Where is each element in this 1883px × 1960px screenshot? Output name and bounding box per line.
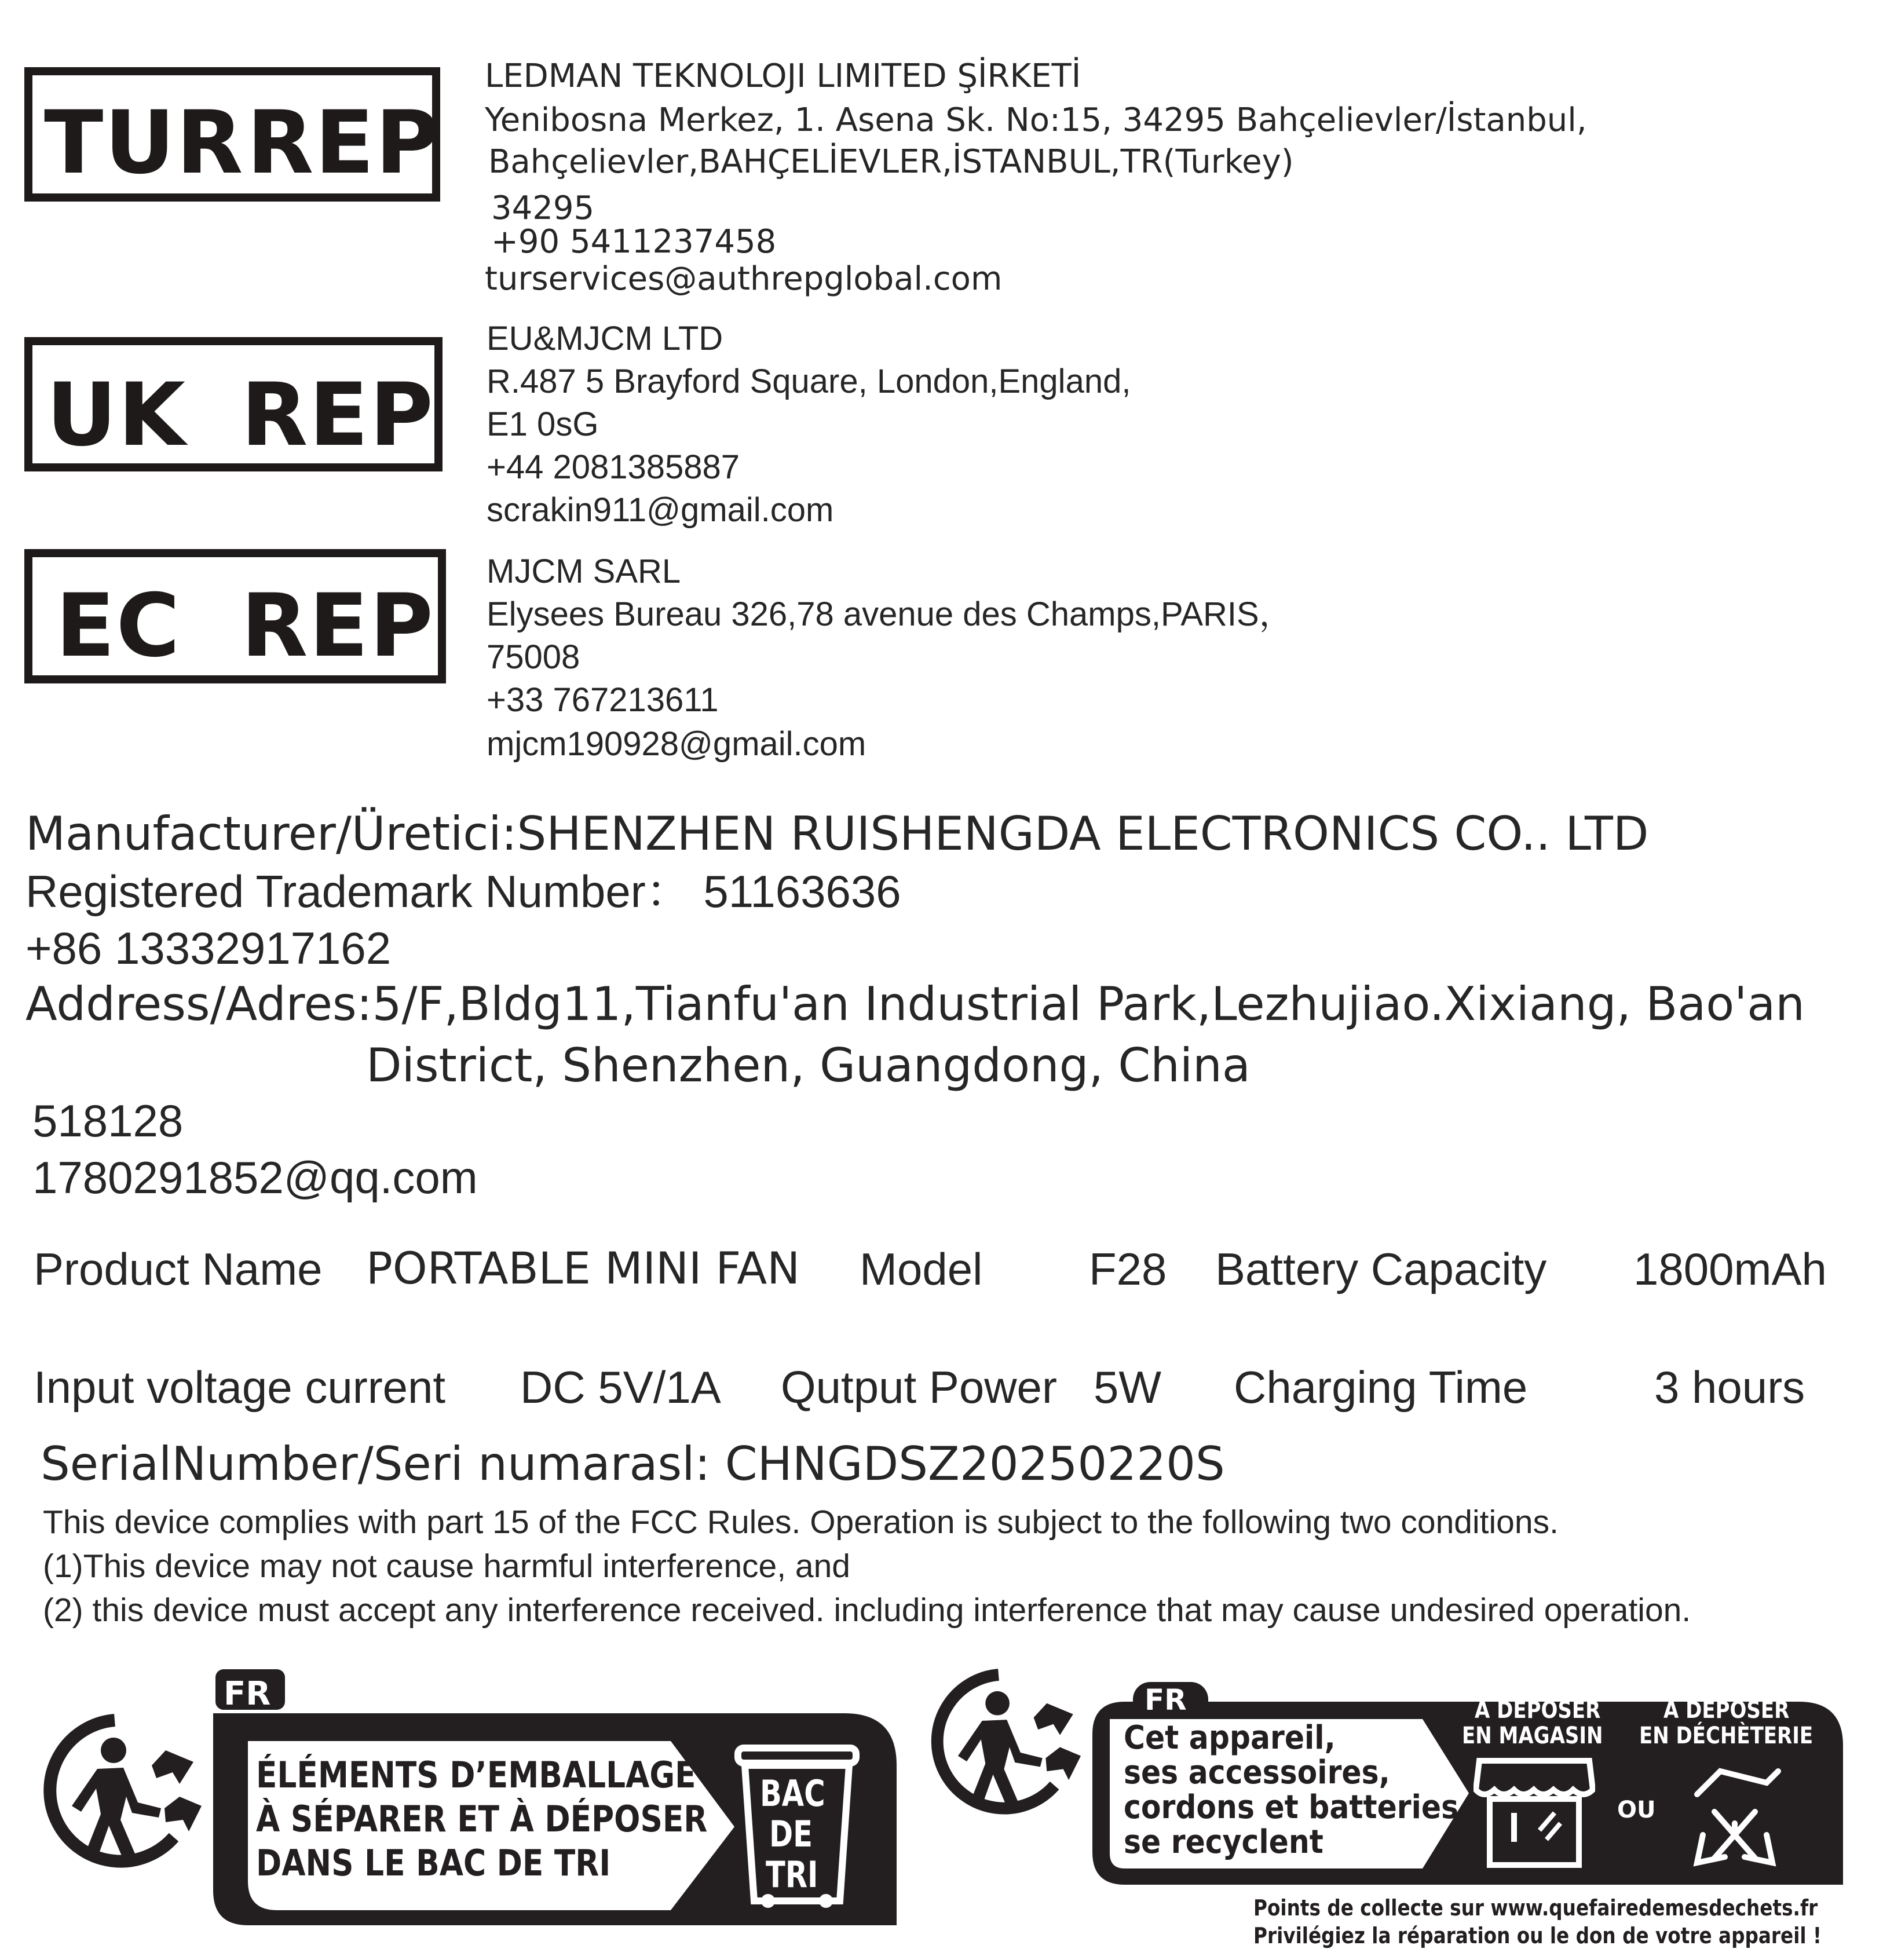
tur-rep-postcode: 34295 xyxy=(491,189,595,227)
ec-rep-label-b: REP xyxy=(241,576,434,677)
ec-rep-company: MJCM SARL xyxy=(487,553,681,590)
tur-rep-label-b: REP xyxy=(247,93,440,193)
uk-rep-email: scrakin911@gmail.com xyxy=(487,491,834,529)
ec-rep-badge xyxy=(24,549,446,683)
electrical-line-4: se recyclent xyxy=(1124,1823,1323,1861)
fcc-line-1: This device complies with part 15 of the FCC Rules. Operation is subject to the following two conditions. xyxy=(43,1504,1559,1541)
tur-rep-address-2: Bahçelievler,BAHÇELİEVLER,İSTANBUL,TR(Turkey) xyxy=(488,143,1294,181)
electrical-line-1: Cet appareil, xyxy=(1124,1719,1336,1757)
ec-rep-phone: +33 767213611 xyxy=(487,681,719,719)
uk-rep-postcode: E1 0sG xyxy=(487,405,599,443)
manufacturer-address-1: Address/Adres:5/F,Bldg11,Tianfu'an Industrial Park,Lezhujiao.Xixiang, Bao'an xyxy=(25,977,1805,1031)
bin-label-2: DE xyxy=(769,1813,813,1855)
or-label: OU xyxy=(1617,1797,1656,1823)
manufacturer-address-2: District, Shenzhen, Guangdong, China xyxy=(366,1038,1251,1092)
dump-head-1: À DÉPOSER xyxy=(1663,1697,1790,1724)
store-icon xyxy=(1474,1755,1595,1868)
ec-rep-postcode: 75008 xyxy=(487,638,580,676)
model-label: Model xyxy=(860,1244,983,1295)
model-value: F28 xyxy=(1089,1244,1167,1295)
tur-rep-label-a: TUR xyxy=(44,93,244,193)
store-head-1: À DÉPOSER xyxy=(1475,1697,1601,1724)
output-label: Qutput Power xyxy=(781,1362,1057,1413)
store-head-2: EN MAGASIN xyxy=(1462,1723,1603,1749)
uk-rep-label-b: REP xyxy=(241,365,434,466)
charging-value: 3 hours xyxy=(1654,1362,1805,1413)
input-label: Input voltage current xyxy=(34,1362,446,1413)
trademark-number: Registered Trademark Number： 51163636 xyxy=(25,866,901,917)
packaging-line-2: À SÉPARER ET À DÉPOSER xyxy=(256,1798,708,1840)
dump-icon xyxy=(1680,1760,1790,1870)
charging-label: Charging Time xyxy=(1234,1362,1528,1413)
electrical-fr-tab: FR xyxy=(1145,1683,1187,1717)
packaging-line-1: ÉLÉMENTS D’EMBALLAGE xyxy=(256,1754,696,1796)
manufacturer-email: 1780291852@qq.com xyxy=(32,1152,478,1203)
manufacturer-name: Manufacturer/Üretici:SHENZHEN RUISHENGDA ELECTRONICS CO.. LTD xyxy=(25,807,1649,861)
tur-rep-email: turservices@authrepglobal.com xyxy=(485,260,1003,298)
manufacturer-phone: +86 13332917162 xyxy=(25,923,392,974)
product-name-value: PORTABLE MINI FAN xyxy=(366,1242,800,1294)
bin-label-3: TRI xyxy=(766,1853,818,1896)
tur-rep-address-1: Yenibosna Merkez, 1. Asena Sk. No:15, 34295 Bahçelievler/İstanbul, xyxy=(485,101,1587,139)
electrical-foot-2: Privilégiez la réparation ou le don de votre appareil ! xyxy=(1253,1923,1822,1948)
electrical-line-2: ses accessoires, xyxy=(1124,1754,1390,1791)
uk-rep-label-a: UK xyxy=(46,365,187,466)
fcc-line-3: (2) this device must accept any interference received. including interference that may cause undesired operation. xyxy=(43,1592,1691,1629)
uk-rep-badge xyxy=(24,337,443,471)
electrical-foot-1: Points de collecte sur www.quefairedemesdechets.fr xyxy=(1253,1895,1818,1921)
tur-rep-company: LEDMAN TEKNOLOJI LIMITED ŞİRKETİ xyxy=(485,57,1081,95)
input-value: DC 5V/1A xyxy=(520,1362,721,1413)
manufacturer-postcode: 518128 xyxy=(32,1095,184,1146)
serial-number: SerialNumber/Seri numarasl: CHNGDSZ20250220S xyxy=(41,1437,1225,1491)
uk-rep-address: R.487 5 Brayford Square, London,England, xyxy=(487,363,1131,400)
electrical-line-3: cordons et batteries xyxy=(1124,1789,1459,1826)
output-value: 5W xyxy=(1094,1362,1161,1413)
battery-label: Battery Capacity xyxy=(1215,1244,1547,1295)
battery-value: 1800mAh xyxy=(1633,1244,1827,1295)
ec-rep-email: mjcm190928@gmail.com xyxy=(487,725,866,763)
recycle-person-icon xyxy=(28,1710,202,1872)
packaging-fr-tab: FR xyxy=(224,1675,271,1713)
fcc-line-2: (1)This device may not cause harmful interference, and xyxy=(43,1548,850,1585)
bin-label-1: BAC xyxy=(760,1772,825,1815)
ec-rep-label-a: EC xyxy=(56,576,181,677)
ec-rep-address: Elysees Bureau 326,78 avenue des Champs,PARIS， xyxy=(487,595,1293,633)
tur-rep-badge xyxy=(24,67,440,202)
uk-rep-phone: +44 2081385887 xyxy=(487,448,740,486)
uk-rep-company: EU&MJCM LTD xyxy=(487,320,723,357)
product-name-label: Product Name xyxy=(34,1244,323,1295)
tur-rep-phone: +90 5411237458 xyxy=(491,223,777,261)
recycle-person-icon-2 xyxy=(916,1663,1081,1820)
packaging-line-3: DANS LE BAC DE TRI xyxy=(256,1842,611,1884)
dump-head-2: EN DÉCHÈTERIE xyxy=(1639,1723,1813,1749)
